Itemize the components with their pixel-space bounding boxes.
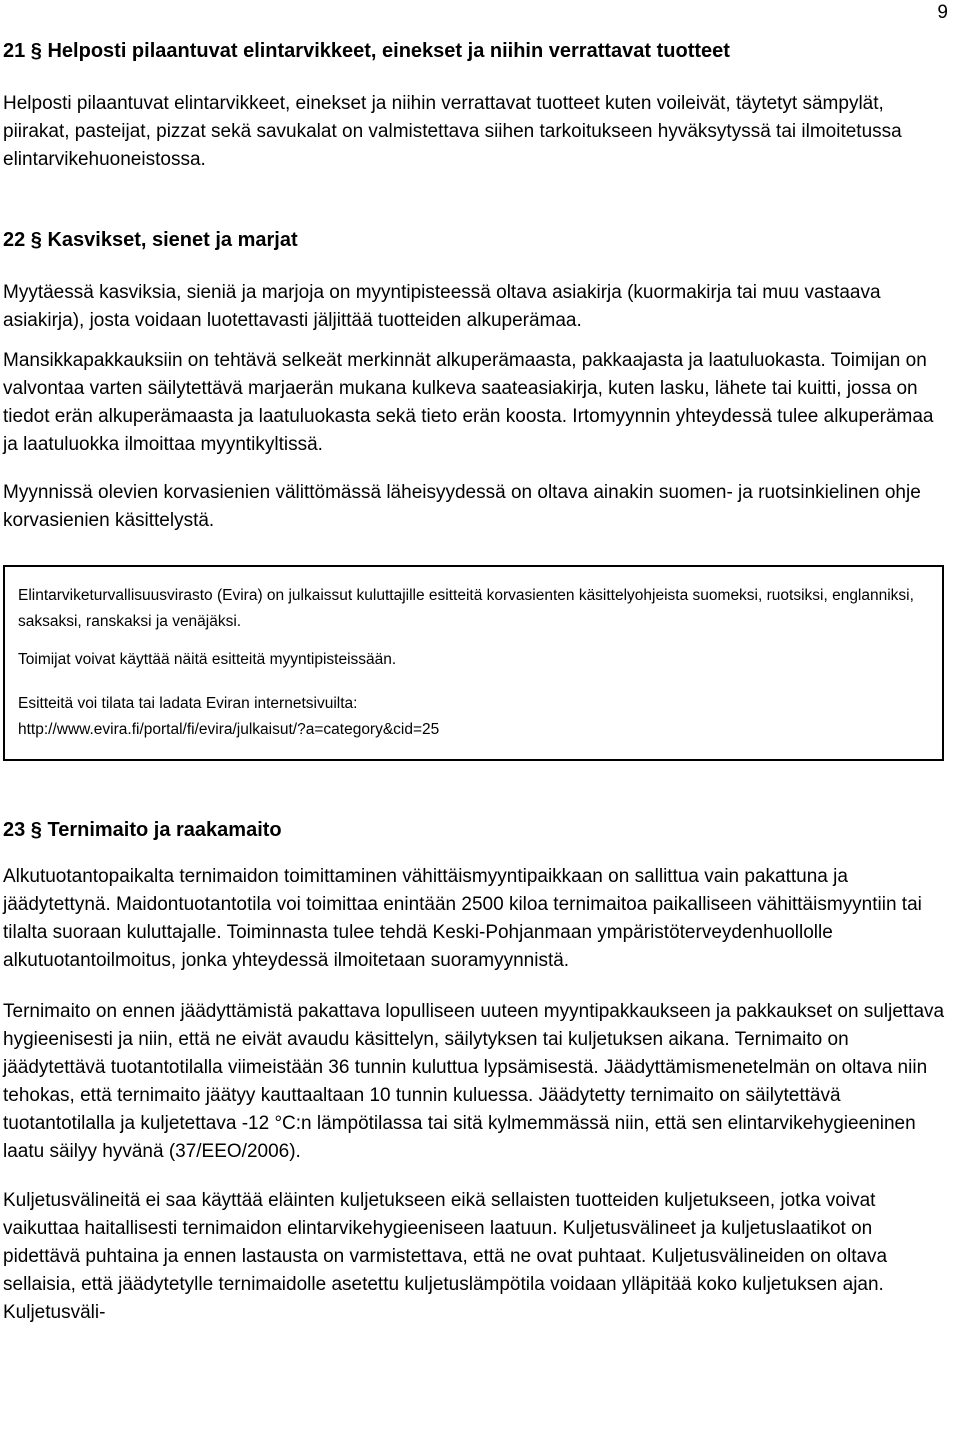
- section-23-paragraph-3: Kuljetusvälineitä ei saa käyttää eläinten kuljetukseen eikä sellaisten tuotteiden kuljetukseen, jotka voivat vaikuttaa haitallisesti ternimaidon elintarvikehygieeniseen laatuun. Kuljetusvälineet ja kuljetuslaatikot on pidettävä puhtaina ja ennen lastausta on varmistettava, että ne ovat puhtaat. Kuljetusvälineiden on oltava sellaisia, että jäädytetylle ternimaidolle asetettu kuljetuslämpötila voidaan ylläpitää koko kuljetuksen ajan. Kuljetusväli-: [3, 1190, 888, 1323]
- section-23-paragraph-1: Alkutuotantopaikalta ternimaidon toimittaminen vähittäismyyntipaikkaan on sallittua vain pakattuna ja jäädytettynä. Maidontuotantotila voi toimittaa enintään 2500 kiloa ternimaitoa paikalliseen vähittäismyyntiin tai tilalta suoraan kuluttajalle. Toiminnasta tulee tehdä Keski-Pohjanmaan ympäristöterveydenhuollolle alkutuotantoilmoitus, jonka yhteydessä ilmoitetaan suoramyynnistä.: [3, 866, 922, 971]
- evira-link[interactable]: http://www.evira.fi/portal/fi/evira/julkaisut/?a=category&cid=25: [18, 721, 440, 738]
- section-22-title: 22 § Kasvikset, sienet ja marjat: [3, 229, 298, 251]
- document-body: [3, 36, 948, 1327]
- info-box-paragraph-2: Toimijat voivat käyttää näitä esitteitä myyntipisteissään.: [18, 651, 397, 668]
- section-23-paragraph-2: Ternimaito on ennen jäädyttämistä pakattava lopulliseen uuteen myyntipakkaukseen ja pakkaukset on suljettava hygieenisesti ja niin, että ne eivät avaudu käsittelyn, säilytyksen tai kuljetuksen aikana. Ternimaito on jäädytettävä tuotantotilalla viimeistään 36 tunnin kuluttua lypsämisestä. Jäädyttämismenetelmän on oltava niin tehokas, että ternimaito jäätyy kauttaaltaan 10 tunnin kuluessa. Jäädytetty ternimaito on säilytettävä tuotantotilalla ja kuljetettava -12 °C:n lämpötilassa tai sitä kylmemmässä niin, että sen elintarvikehygieeninen laatu säilyy hyvänä (37/EEO/2006).: [3, 1001, 945, 1162]
- info-box-order-text: Esitteitä voi tilata tai ladata Eviran internetsivuilta:: [18, 695, 358, 712]
- page-number: 9: [937, 2, 948, 23]
- section-22-paragraph-1: Myytäessä kasviksia, sieniä ja marjoja on myyntipisteessä oltava asiakirja (kuormakirja tai muu vastaava asiakirja), josta voidaan luotettavasti jäljittää tuotteiden alkuperämaa.: [3, 282, 881, 331]
- section-21-title: 21 § Helposti pilaantuvat elintarvikkeet, einekset ja niihin verrattavat tuotteet: [3, 40, 730, 62]
- section-22-paragraph-2: Mansikkapakkauksiin on tehtävä selkeät merkinnät alkuperämaasta, pakkaajasta ja laatuluokasta. Toimijan on valvontaa varten säilytettävä marjaerän mukana kulkeva saateasiakirja, kuten lasku, lähete tai kuitti, jossa on tiedot erän alkuperämaasta ja laatuluokasta sekä tieto erän koosta. Irtomyynnin yhteydessä tulee alkuperämaa ja laatuluokka ilmoittaa myyntikyltissä.: [3, 350, 934, 455]
- info-box-paragraph-3: [18, 691, 932, 743]
- section-22-paragraph-3: Myynnissä olevien korvasienien välittömässä läheisyydessä on oltava ainakin suomen- ja ruotsinkielinen ohje korvasienien käsittelystä.: [3, 482, 921, 531]
- section-23-title: 23 § Ternimaito ja raakamaito: [3, 819, 282, 841]
- info-box: [3, 565, 944, 761]
- info-box-paragraph-1: Elintarviketurvallisuusvirasto (Evira) on julkaissut kuluttajille esitteitä korvasienten käsittelyohjeista suomeksi, ruotsiksi, englanniksi, saksaksi, ranskaksi ja venäjäksi.: [18, 587, 914, 630]
- section-21-paragraph: Helposti pilaantuvat elintarvikkeet, einekset ja niihin verrattavat tuotteet kuten voileivät, täytetyt sämpylät, piirakat, pasteijat, pizzat sekä savukalat on valmistettava siihen tarkoitukseen hyväksytyssä tai ilmoitetussa elintarvikehuoneistossa.: [3, 93, 902, 170]
